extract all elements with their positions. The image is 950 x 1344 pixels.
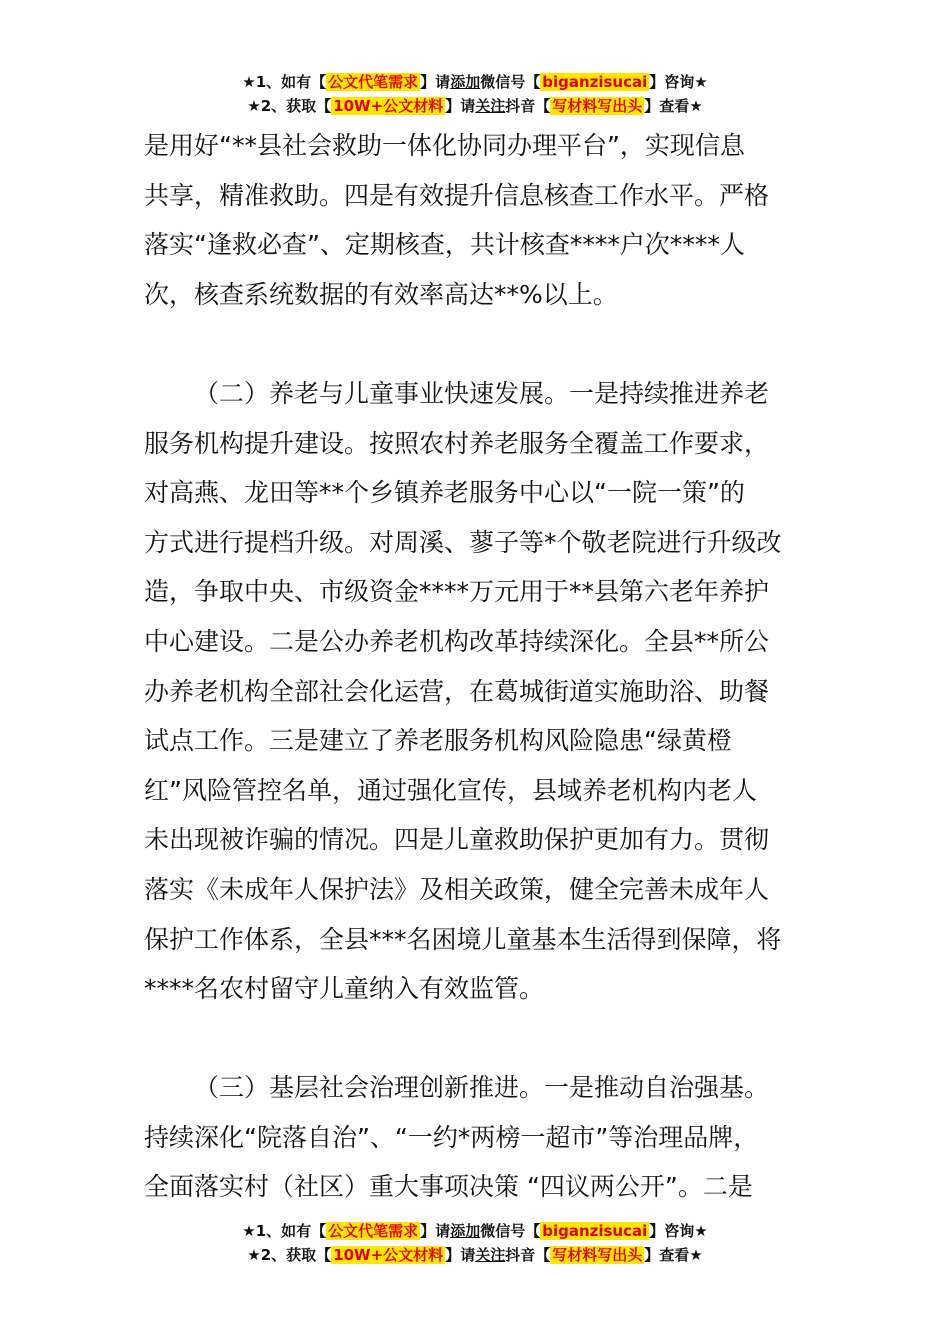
highlight-douyin-account: 写材料写出头 — [552, 97, 643, 115]
text-line: 红”风险管控名单，通过强化宣传，县域养老机构内老人 — [144, 775, 757, 805]
text-line: （三）基层社会治理创新推进。一是推动自治强基。 — [194, 1073, 770, 1103]
text-line: 试点工作。三是建立了养老服务机构风险隐患“绿黄橙 — [144, 726, 732, 756]
text-line: 保护工作体系，全县***名困境儿童基本生活得到保障，将 — [144, 924, 782, 954]
text-line: 次，核查系统数据的有效率高达**%以上。 — [144, 279, 618, 309]
highlight-materials: 10W+公文材料 — [333, 1246, 444, 1264]
notice-line-1: ★1、如有【 公文代笔需求 】请添加微信号【 biganzisucai 】咨询★ — [242, 73, 708, 91]
notice-line-1: ★1、如有【 公文代笔需求 】请添加微信号【 biganzisucai 】咨询★ — [242, 1222, 708, 1240]
paragraph-2 — [144, 369, 814, 1014]
text-line: 落实《未成年人保护法》及相关政策，健全完善未成年人 — [144, 874, 770, 904]
text-line: 共享，精准救助。四是有效提升信息核查工作水平。严格 — [144, 180, 770, 210]
highlight-wechat-id: biganzisucai — [542, 1222, 648, 1240]
highlight-douyin-account: 写材料写出头 — [552, 1246, 643, 1264]
text-line: 落实“逢救必查”、定期核查，共计核查****户次****人 — [144, 230, 745, 260]
text-line: 方式进行提档升级。对周溪、蓼子等*个敬老院进行升级改 — [144, 527, 782, 557]
footer-notice-banner — [0, 1219, 950, 1267]
paragraph-3 — [144, 1063, 814, 1212]
text-line: 是用好“**县社会救助一体化协同办理平台”，实现信息 — [144, 131, 745, 160]
highlight-service: 公文代笔需求 — [328, 73, 419, 91]
text-line: 持续深化“院落自治”、“一约*两榜一超市”等治理品牌， — [144, 1122, 759, 1152]
text-line: 未出现被诈骗的情况。四是儿童救助保护更加有力。贯彻 — [144, 825, 770, 855]
highlight-materials: 10W+公文材料 — [333, 97, 444, 115]
document-body — [144, 121, 814, 1212]
highlight-service: 公文代笔需求 — [328, 1222, 419, 1240]
header-notice-banner — [0, 70, 950, 118]
text-line: 办养老机构全部社会化运营，在葛城街道实施助浴、助餐 — [144, 676, 770, 706]
highlight-wechat-id: biganzisucai — [542, 73, 648, 91]
text-line: ****名农村留守儿童纳入有效监管。 — [144, 974, 545, 1004]
paragraph-1 — [144, 121, 814, 319]
text-line: 全面落实村（社区）重大事项决策 “四议两公开”。二是 — [144, 1172, 753, 1202]
text-line: 对高燕、龙田等**个乡镇养老服务中心以“一院一策”的 — [144, 478, 745, 508]
text-line: 中心建设。二是公办养老机构改革持续深化。全县**所公 — [144, 626, 770, 656]
notice-line-2: ★2、获取【 10W+公文材料 】请关注抖音【 写材料写出头 】查看★ — [247, 1246, 703, 1264]
notice-line-2: ★2、获取【 10W+公文材料 】请关注抖音【 写材料写出头 】查看★ — [247, 97, 703, 115]
text-line: 造，争取中央、市级资金****万元用于**县第六老年养护 — [144, 577, 770, 607]
text-line: 服务机构提升建设。按照农村养老服务全覆盖工作要求， — [144, 428, 770, 458]
text-line: （二）养老与儿童事业快速发展。一是持续推进养老 — [194, 378, 770, 408]
